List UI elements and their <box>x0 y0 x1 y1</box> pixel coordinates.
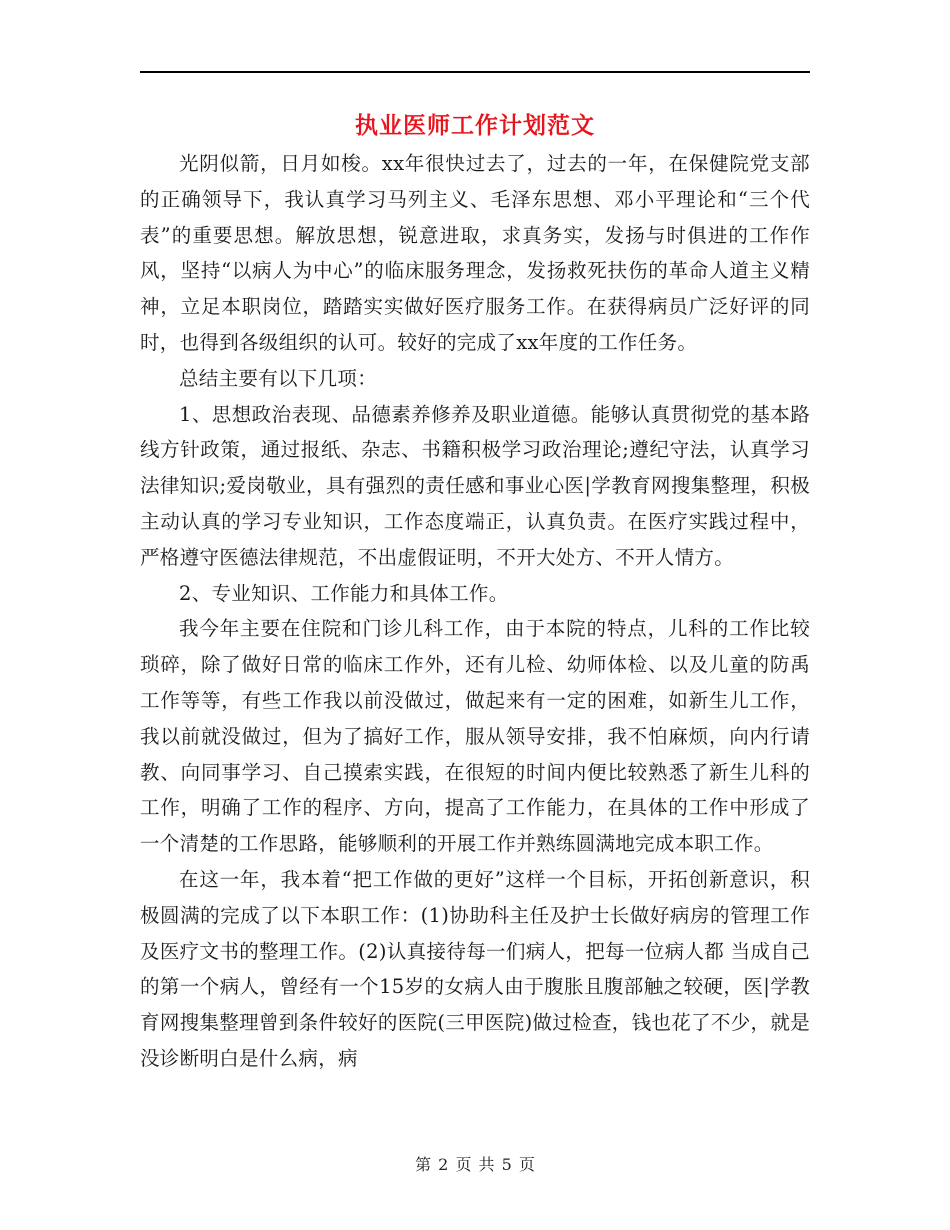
header-rule <box>140 71 810 73</box>
paragraph: 光阴似箭，日月如梭。xx年很快过去了，过去的一年，在保健院党支部的正确领导下，我认真学习马列主义、毛泽东思想、邓小平理论和“三个代表”的重要思想。解放思想，锐意进取，求真务实，发扬与时俱进的工作作风，坚持“以病人为中心”的临床服务理念，发扬救死扶伤的革命人道主义精神，立足本职岗位，踏踏实实做好医疗服务工作。在获得病员广泛好评的同时，也得到各级组织的认可。较好的完成了xx年度的工作任务。 <box>140 152 810 354</box>
paragraph: 1、思想政治表现、品德素养修养及职业道德。能够认真贯彻党的基本路线方针政策，通过报纸、杂志、书籍积极学习政治理论;遵纪守法，认真学习法律知识;爱岗敬业，具有强烈的责任感和事业心医|学教育网搜集整理，积极主动认真的学习专业知识，工作态度端正，认真负责。在医疗实践过程中，严格遵守医德法律规范，不出虚假证明，不开大处方、不开人情方。 <box>140 402 810 569</box>
document-body <box>140 146 810 1077</box>
page-number-footer: 第 2 页 共 5 页 <box>415 1155 535 1174</box>
paragraph: 2、专业知识、工作能力和具体工作。 <box>179 581 509 605</box>
paragraph: 总结主要有以下几项： <box>179 366 378 390</box>
document-title: 执业医师工作计划范文 <box>355 112 595 139</box>
paragraph: 在这一年，我本着“把工作做的更好”这样一个目标，开拓创新意识，积极圆满的完成了以下本职工作：(1)协助科主任及护士长做好病房的管理工作及医疗文书的整理工作。(2)认真接待每一们病人，把每一位病人都 当成自己的第一个病人，曾经有一个15岁的女病人由于腹胀且腹部触之较硬，医|学教育网搜集整理曾到条件较好的医院(三甲医院)做过检查，钱也花了不少，就是没诊断明白是什么病，病 <box>140 867 810 1070</box>
paragraph: 我今年主要在住院和门诊儿科工作，由于本院的特点，儿科的工作比较琐碎，除了做好日常的临床工作外，还有儿检、幼师体检、以及儿童的防禹工作等等，有些工作我以前没做过，做起来有一定的困难，如新生儿工作，我以前就没做过，但为了搞好工作，服从领导安排，我不怕麻烦，向内行请教、向同事学习、自己摸索实践，在很短的时间内便比较熟悉了新生儿科的工作，明确了工作的程序、方向，提高了工作能力，在具体的工作中形成了一个清楚的工作思路，能够顺利的开展工作并熟练圆满地完成本职工作。 <box>140 617 810 856</box>
